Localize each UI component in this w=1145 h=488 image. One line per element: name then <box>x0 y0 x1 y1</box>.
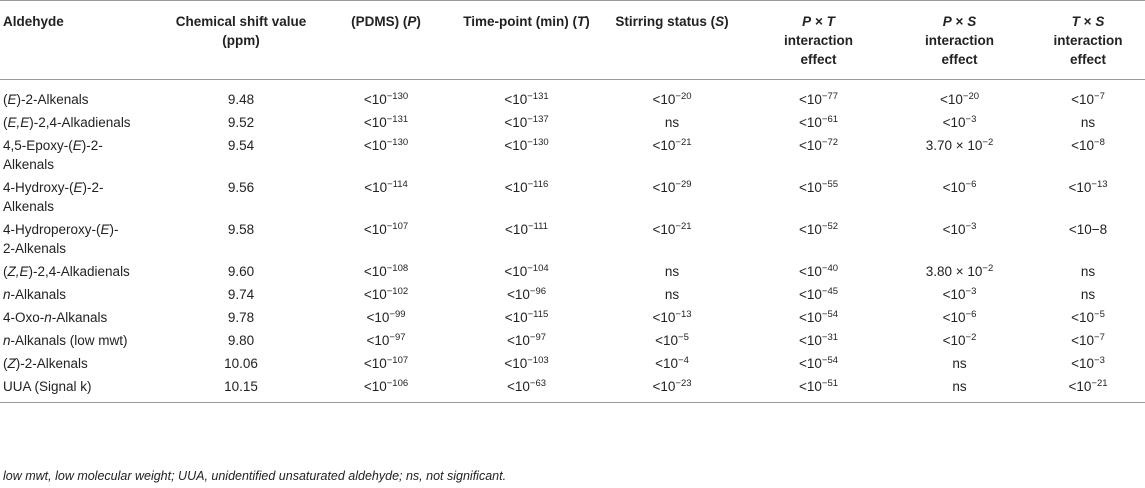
aldehyde-name-cell: 4,5-Epoxy-(E)-2- Alkenals <box>3 138 103 172</box>
column-header: (PDMS) (P) <box>314 1 458 80</box>
column-header: P × T interaction effect <box>749 1 888 80</box>
column-header: Stirring status (S) <box>595 1 749 80</box>
table-header <box>0 1 1145 80</box>
table-cell: ns <box>1080 287 1096 302</box>
table-cell: $<10^{-40}$ <box>798 263 839 279</box>
table-cell: $<10^{-130}$ <box>363 137 409 153</box>
table-cell: $<10^{-13}$ <box>1068 179 1108 195</box>
table-row <box>0 329 1145 352</box>
aldehyde-name-cell: 4-Hydroxy-(E)-2- Alkenals <box>3 180 104 214</box>
table-cell: $<10^{-61}$ <box>798 114 839 130</box>
table-cell: $<10^{-21}$ <box>652 137 692 153</box>
table-row <box>0 306 1145 329</box>
table-cell: $<10^{-6}$ <box>942 179 977 195</box>
table-row <box>0 218 1145 260</box>
table-cell: $<10^{-106}$ <box>314 375 458 403</box>
table-cell: 9.54 <box>227 138 255 153</box>
table-cell: $<10^{-97}$ <box>506 332 547 348</box>
aldehyde-name-cell: n-Alkanals (low mwt) <box>3 333 128 348</box>
table-row <box>0 176 1145 218</box>
table-cell: $<10^{-63}$ <box>458 375 595 403</box>
table-row <box>0 375 1145 403</box>
table-cell: $<10^{-8}$ <box>1071 137 1105 153</box>
table-cell: ns <box>664 264 680 279</box>
table-cell: $<10^{-7}$ <box>1071 91 1105 107</box>
column-header: Aldehyde <box>0 1 168 80</box>
table-cell: $<10^{-102}$ <box>363 286 409 302</box>
aldehyde-name-cell: 4-Hydroperoxy-(E)- 2-Alkenals <box>3 222 119 256</box>
table-cell: ns <box>952 356 967 371</box>
table-cell: $<10^{-54}$ <box>798 355 839 371</box>
table-cell: $<10^{-103}$ <box>504 355 549 371</box>
table-cell: $<10^{-111}$ <box>505 221 548 237</box>
table-cell: $<10^{-3}$ <box>942 221 977 237</box>
aldehyde-name-cell: (Z,E)-2,4-Alkadienals <box>3 264 130 279</box>
table-cell: $<10^{-131}$ <box>363 114 409 130</box>
table-cell: ns <box>888 375 1031 403</box>
table-cell: $<10^{-7}$ <box>1071 332 1105 348</box>
table-body <box>0 80 1145 403</box>
table-cell: 9.52 <box>227 115 255 130</box>
table-cell: ns <box>1080 264 1096 279</box>
table-row <box>0 352 1145 375</box>
table-cell: $<10^{-29}$ <box>652 179 692 195</box>
table-cell: $<10^{-115}$ <box>504 309 549 325</box>
table-cell: ns <box>664 115 680 130</box>
table-cell: $<10^{-97}$ <box>366 332 406 348</box>
aldehyde-name-cell: (E,E)-2,4-Alkadienals <box>3 115 131 130</box>
table-cell: $<10^{-130}$ <box>363 91 409 107</box>
table-row <box>0 260 1145 283</box>
table-cell: $<10^{-130}$ <box>504 137 549 153</box>
table-cell: $<10^{-45}$ <box>798 286 839 302</box>
table-cell: $<10^{-3}$ <box>942 114 977 130</box>
table-cell: $<10^{-77}$ <box>798 91 839 107</box>
table-cell: $3.80 \times 10^{-2}$ <box>925 263 994 279</box>
table-cell: $<10^{-21}$ <box>1031 375 1145 403</box>
table-footnote: low mwt, low molecular weight; UUA, unidentified unsaturated aldehyde; ns, not significant. <box>3 469 507 483</box>
table-cell: <10−8 <box>1068 222 1108 237</box>
table-cell: $<10^{-31}$ <box>798 332 839 348</box>
table-cell: $<10^{-51}$ <box>749 375 888 403</box>
column-header: T × S interaction effect <box>1031 1 1145 80</box>
table-cell: ns <box>664 287 680 302</box>
table-cell: 9.58 <box>227 222 255 237</box>
table-cell: $<10^{-54}$ <box>798 309 839 325</box>
table-row <box>0 134 1145 176</box>
table-cell: $<10^{-72}$ <box>798 137 839 153</box>
table-cell: $<10^{-21}$ <box>652 221 692 237</box>
table-cell: 9.74 <box>227 287 255 302</box>
table-cell: $<10^{-5}$ <box>655 332 689 348</box>
table-cell: $<10^{-23}$ <box>595 375 749 403</box>
table-cell: $<10^{-3}$ <box>1071 355 1105 371</box>
table-cell: 9.56 <box>227 180 255 195</box>
column-header: P × S interaction effect <box>888 1 1031 80</box>
table-cell: $<10^{-104}$ <box>504 263 549 279</box>
table-cell: $<10^{-108}$ <box>363 263 409 279</box>
table-cell: $<10^{-2}$ <box>942 332 977 348</box>
table-cell: $<10^{-107}$ <box>363 355 409 371</box>
table-cell: $<10^{-13}$ <box>652 309 692 325</box>
table-cell: $<10^{-52}$ <box>798 221 839 237</box>
header-row <box>0 1 1145 80</box>
table-cell: 9.48 <box>227 92 255 107</box>
table-row <box>0 283 1145 306</box>
table-cell: $<10^{-96}$ <box>506 286 547 302</box>
table-cell: $<10^{-137}$ <box>504 114 549 130</box>
table-row <box>0 111 1145 134</box>
column-header: Chemical shift value (ppm) <box>168 1 314 80</box>
aldehyde-name-cell: UUA (Signal k) <box>0 375 168 403</box>
table-cell: ns <box>1080 115 1096 130</box>
column-header: Time-point (min) (T) <box>458 1 595 80</box>
table-cell: 9.60 <box>227 264 255 279</box>
table-cell: $<10^{-55}$ <box>798 179 839 195</box>
aldehyde-name-cell: n-Alkanals <box>3 287 67 302</box>
table-cell: $3.70 \times 10^{-2}$ <box>925 137 994 153</box>
table-cell: $<10^{-131}$ <box>504 91 549 107</box>
table-cell: 9.78 <box>227 310 255 325</box>
table-cell: $<10^{-3}$ <box>942 286 977 302</box>
table-cell: $<10^{-20}$ <box>939 91 980 107</box>
table-cell: $<10^{-114}$ <box>364 179 408 195</box>
table-cell: $<10^{-5}$ <box>1071 309 1105 325</box>
table-cell: 10.06 <box>224 356 258 371</box>
table-cell: $<10^{-107}$ <box>363 221 409 237</box>
aldehyde-name-cell: (E)-2-Alkenals <box>3 92 89 107</box>
table-cell: $<10^{-116}$ <box>504 179 549 195</box>
table-cell: $<10^{-20}$ <box>652 91 692 107</box>
table-cell: $<10^{-4}$ <box>655 355 689 371</box>
table-cell: 10.15 <box>168 375 314 403</box>
table-row <box>0 80 1145 112</box>
table-cell: $<10^{-99}$ <box>366 309 406 325</box>
aldehyde-name-cell: 4-Oxo-n-Alkanals <box>3 310 108 325</box>
table-cell: 9.80 <box>227 333 255 348</box>
table-cell: $<10^{-6}$ <box>942 309 977 325</box>
aldehyde-name-cell: (Z)-2-Alkenals <box>3 356 88 371</box>
